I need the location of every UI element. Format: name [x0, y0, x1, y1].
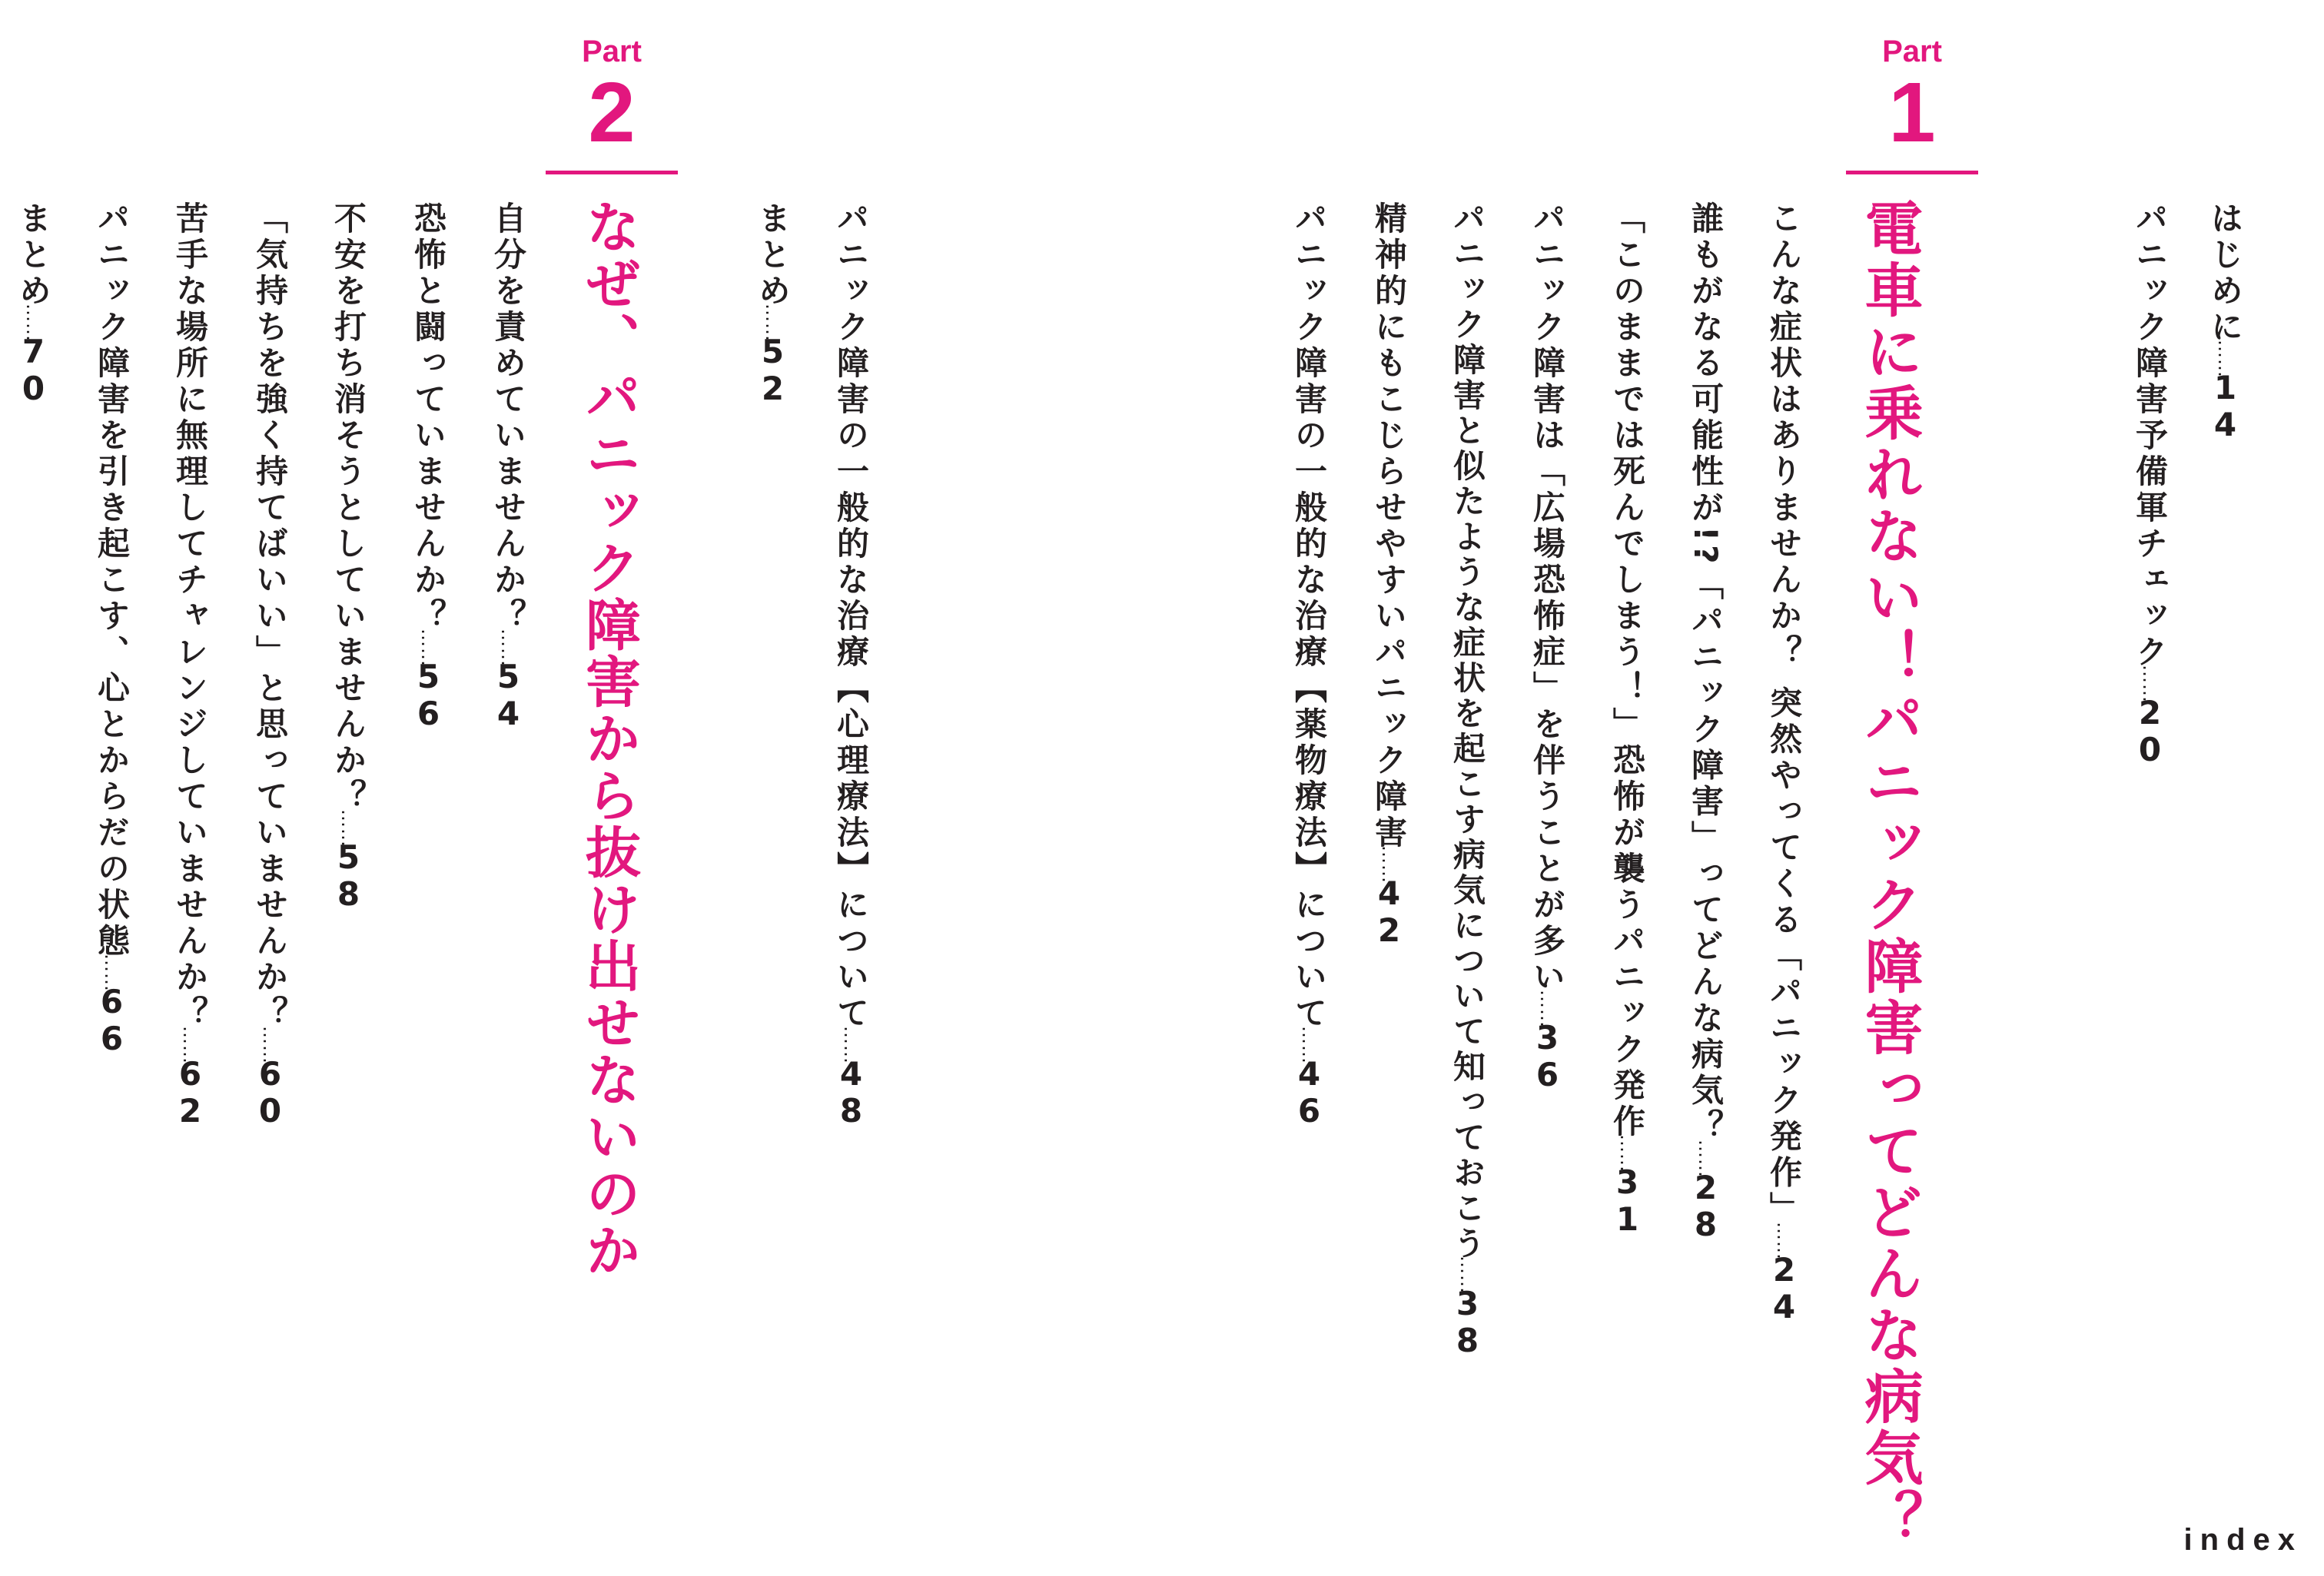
- toc-page-number: 14: [2206, 369, 2244, 443]
- leader-dots: ……: [1773, 1221, 1794, 1260]
- toc-entry-title: 苦手な場所に無理してチャレンジしていませんか？: [171, 201, 209, 1032]
- toc-page-number: 42: [1370, 874, 1408, 948]
- toc-entry[interactable]: [171, 201, 209, 1129]
- leader-dots: ……: [101, 954, 122, 992]
- leader-dots: ……: [179, 1026, 201, 1064]
- toc-entry[interactable]: [410, 201, 447, 732]
- leader-dots: ……: [497, 629, 519, 667]
- leader-dots: ……: [22, 304, 44, 342]
- leader-dots: ……: [1378, 845, 1399, 884]
- toc-entry[interactable]: [1370, 201, 1408, 948]
- toc-page-number: 52: [754, 333, 792, 406]
- leader-dots: ……: [337, 809, 359, 848]
- toc-entry-title: 自分を責めていませんか？: [490, 201, 527, 635]
- toc-page-number: 20: [2131, 694, 2169, 768]
- leader-dots: ……: [259, 1026, 281, 1064]
- toc-page-number: 70: [15, 333, 52, 406]
- toc-entry-title: パニック障害と似たような症状を起こす病気について知っておこう: [1449, 201, 1486, 1262]
- toc-page-number: 58: [330, 838, 367, 912]
- toc-entry-title: まとめ: [15, 201, 52, 310]
- part2-number: 2: [588, 65, 636, 160]
- toc-entry-title: はじめに: [2206, 201, 2244, 346]
- toc-entry-title: パニック障害は「広場恐怖症」を伴うことが多い: [1529, 201, 1566, 996]
- toc-entry[interactable]: [1609, 201, 1646, 1237]
- toc-entry-title: 「気持ちを強く持てばいい」と思っていませんか？: [251, 201, 289, 1032]
- part2-label: Part: [582, 35, 642, 68]
- toc-entry[interactable]: [251, 201, 289, 1129]
- toc-page-number: 46: [1290, 1055, 1328, 1129]
- toc-entry-title: 「このままでは死んでしまう！」恐怖が襲うパニック発作: [1609, 201, 1646, 1140]
- toc-entry-title: パニック障害を引き起こす、心とからだの状態: [93, 201, 131, 960]
- toc-page-number: 28: [1687, 1168, 1725, 1243]
- part2-title: なぜ、パニック障害から抜け出せないのか: [576, 198, 641, 1279]
- toc-page-number: 60: [251, 1055, 289, 1129]
- toc-page-number: 31: [1609, 1163, 1646, 1237]
- leader-dots: ……: [417, 629, 439, 667]
- toc-entry[interactable]: [1290, 201, 1328, 1129]
- leader-dots: ……: [840, 1026, 862, 1064]
- part2-rule: [546, 171, 678, 174]
- leader-dots: ……: [1298, 1026, 1320, 1064]
- toc-entry-title: まとめ: [754, 201, 792, 310]
- leader-dots: ……: [1616, 1134, 1638, 1173]
- index-label: index: [2183, 1523, 2302, 1557]
- toc-entry[interactable]: [1687, 201, 1725, 1243]
- toc-entry-title: 誰もがなる可能性が!?「パニック障害」ってどんな病気？: [1687, 201, 1725, 1146]
- toc-page-number: 24: [1765, 1250, 1803, 1325]
- toc-entry[interactable]: [490, 201, 527, 732]
- toc-entry[interactable]: [1765, 201, 1803, 1325]
- leader-dots: ……: [1536, 990, 1558, 1028]
- toc-entry-summary[interactable]: [754, 201, 792, 406]
- toc-entry-title: 恐怖と闘っていませんか？: [410, 201, 447, 635]
- toc-page-number: 36: [1529, 1019, 1566, 1093]
- toc-page-number: 56: [410, 658, 447, 732]
- toc-page-number: 38: [1449, 1285, 1486, 1359]
- toc-entry-checklist[interactable]: [2131, 201, 2169, 768]
- toc-entry-title: こんな症状はありませんか？ 突然やってくる「パニック発作」: [1765, 201, 1803, 1228]
- leader-dots: ……: [2214, 340, 2236, 378]
- toc-entry[interactable]: [1529, 201, 1566, 1093]
- part1-number: 1: [1888, 65, 1936, 160]
- toc-entry[interactable]: [832, 201, 870, 1129]
- leader-dots: ……: [1456, 1256, 1478, 1294]
- toc-entry-summary[interactable]: [15, 201, 52, 406]
- toc-entry-title: パニック障害予備軍チェック: [2131, 201, 2169, 671]
- toc-entry[interactable]: [93, 201, 131, 1057]
- part1-rule: [1846, 171, 1978, 174]
- toc-entry[interactable]: [1449, 201, 1486, 1359]
- toc-page-number: 54: [490, 658, 527, 732]
- toc-entry[interactable]: [330, 201, 367, 912]
- toc-entry-title: パニック障害の一般的な治療【心理療法】について: [832, 201, 870, 1032]
- toc-entry-intro[interactable]: [2206, 201, 2244, 443]
- toc-page-number: 48: [832, 1055, 870, 1129]
- toc-entry-title: パニック障害の一般的な治療【薬物療法】について: [1290, 201, 1328, 1032]
- toc-page-number: 66: [93, 983, 131, 1057]
- toc-entry-title: 不安を打ち消そうとしていませんか？: [330, 201, 367, 815]
- leader-dots: ……: [1695, 1139, 1716, 1178]
- toc-entry-title: 精神的にもこじらせやすいパニック障害: [1370, 201, 1408, 851]
- part1-title: 電車に乗れない！パニック障害ってどんな病気？: [1855, 198, 1924, 1551]
- part1-label: Part: [1882, 35, 1942, 68]
- leader-dots: ……: [762, 304, 783, 342]
- leader-dots: ……: [2139, 665, 2160, 703]
- toc-page-number: 62: [171, 1055, 209, 1129]
